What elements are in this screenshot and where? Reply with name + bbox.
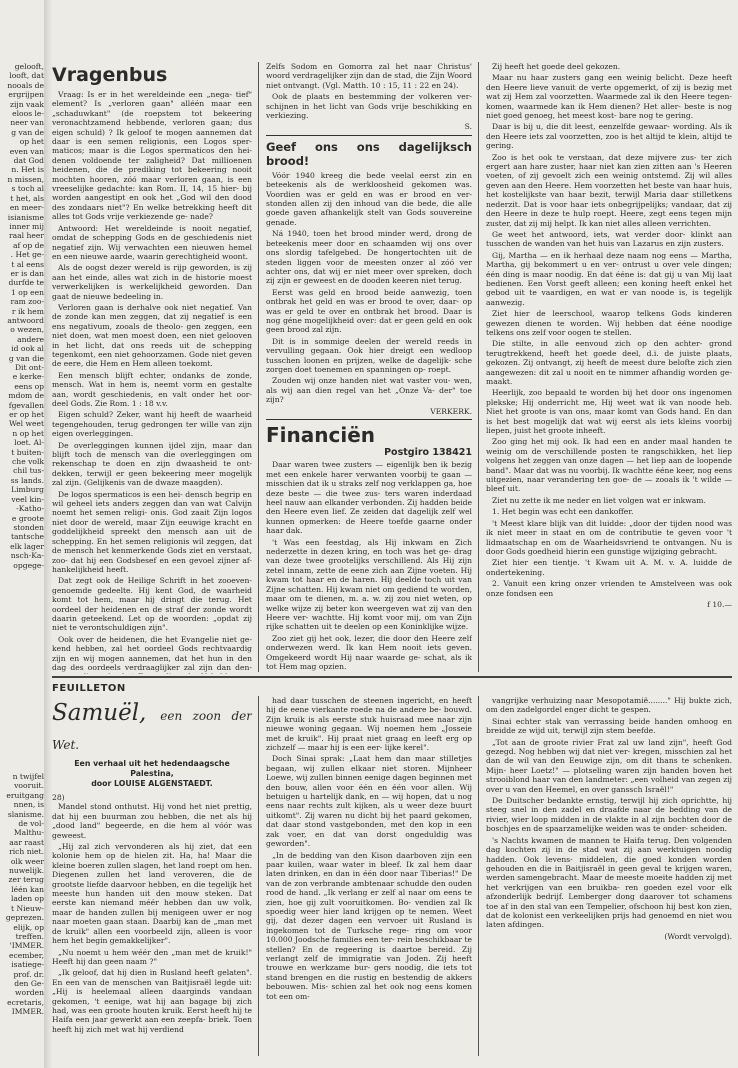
- paragraph: Zoo ging het mij ook. Ik had een en ander maal handen te weinig om de verschillende posten te rangschikken, het liep volgens het zeggen van onze dagen — het liep aan de loopende band". Maar dat was nu voorbij. Ik wachtte ééne keer, nog eens uitgezien, naar verandering ten goe- de — zooals ik 't wilde — bleef uit.: [486, 437, 732, 494]
- feuilleton-body-3: [486, 696, 732, 930]
- strip-line: id ook al: [11, 344, 44, 354]
- strip-line: IMMER.: [11, 1007, 44, 1017]
- paragraph: Die stilte, in alle eenvoud zich op den achter- grond terugtrekkend, heeft het goede deel, d.i. de juiste plaats, gekozen. Zij ontvangt, zij heeft de meest dure belofte zich zien aangewezen: dit zal u nooit en te nimmer afhandig worden ge- maakt.: [486, 339, 732, 386]
- page-fold-shadow: [44, 0, 52, 1068]
- intro-signature: S.: [464, 122, 472, 132]
- financien-title: Financiën: [266, 423, 376, 447]
- paragraph: Maar nu haar zusters gang een weinig belicht. Deze heeft den Heere lieve vanuit de verte opgemerkt, of zij is bezig met wat zij Hem zal voorzetten. Waarmede zal ik den Heere tegen- komen, waarmede kan ik Hem dienen? Het aller- beste is nog niet goed genoeg, het meest kost- bare nog te gering.: [486, 73, 732, 121]
- paragraph: Gij, Martha — en ik herhaal deze naam nog eens — Martha, Martha, gij bekommert u en ver- ontrust u over vele dingen; één ding is maar noodig. En dat ééne is: dat gij u van Mij laat bedienen. Een Vorst geeft alleen; een koning heeft enkel het gebod uit te vaardigen, en wat er van noode is, is tegelijk aanwezig.: [486, 250, 732, 307]
- feuilleton-body-1: [52, 802, 252, 1034]
- paragraph: Dat zegt ook de Heilige Schrift in het zooeven- genoemde gedeelte. Hij kent God, de waarheid komt tot hem, maar hij dringt die terug. Het oordeel der heidenen en de straf der zonde wordt daarin geteekend. Let op de woorden: „opdat zij niet te verontschuldigen zijn".: [52, 576, 252, 633]
- paragraph: Ziet hier een tientje. 't Kwam uit A. M. v. A. luidde de ondertekening.: [486, 558, 732, 577]
- column-rule-2: [478, 62, 479, 672]
- strip-line: opgege-: [13, 560, 44, 570]
- strip-line: andere: [17, 334, 44, 344]
- strip-line: g van die: [8, 353, 44, 363]
- vragenbus-body: [52, 90, 252, 674]
- strip-line: e groote: [11, 513, 44, 523]
- subtitle-line-1: Een verhaal uit het hedendaagsche Palestina,: [74, 759, 230, 778]
- left-strip-upper: [0, 62, 44, 662]
- strip-line: elk lager: [10, 541, 44, 551]
- paragraph: Daar waren twee zusters — eigenlijk ben ik bezig met een enkele harer verwanten voorbij te gaan — misschien dat ik u straks zelf nog verklappen ga, hoe deze beste — die twee zus- ters waren inderdaad heel nauw aan elkander verbonden. Zij hadden beide den Heere even lief. Ze zeiden dat dagelijk zelf wel kunnen opmerken: de Heere toefde gaarne onder haar dak.: [266, 460, 472, 536]
- strip-line: af op de: [13, 240, 44, 250]
- feuilleton-column-3: [486, 696, 732, 1060]
- strip-line: léén kan: [11, 884, 44, 894]
- paragraph: had daar tusschen de steenen ingericht, en heeft hij de eene vierkante roede na de andere be- bouwd. Zijn kruik is als eerste stuk huisraad mee naar zijn nieuwe woning gegaan. Wij noemen hem „Josseie met de kruik". Hij praat niet graag en leeft erg op zichzelf — maar hij is een eer- lijke kerel".: [266, 696, 472, 753]
- strip-line: ram zoo-: [10, 297, 44, 307]
- strip-line: che volk: [12, 457, 44, 467]
- vragenbus-title: Vragenbus: [52, 64, 168, 86]
- strip-line: geprezen.: [5, 913, 44, 923]
- strip-line: op het: [19, 137, 44, 147]
- strip-line: Limburg: [11, 485, 44, 495]
- strip-line: g van de: [11, 127, 44, 137]
- strip-line: worden: [15, 988, 44, 998]
- strip-line: treffen.: [15, 931, 44, 941]
- paragraph: Zij heeft het goede deel gekozen.: [492, 62, 621, 71]
- paragraph: Ná 1940, toen het brood minder werd, drong de beteekenis meer door en schaamden wij ons over ons slordig tafelgebed. De hongertochten uit de steden liggen voor de meesten onzer al zóó ver achter ons, dat wij er niet meer over spreken, doch zij zijn er geweest en de dooden keeren niet terug.: [266, 229, 472, 286]
- paragraph: „Hij zal zich vervonderen als hij ziet, dat een kolonie hem op de hielen zit. Ha, ha! Maar die kleine boeren zullen slagen, het land roept om hen. Diegenen zullen het land veroveren, die de grootste liefde daarvoor hebben, en die tegelijk het meeste hun handen uit den mouw steken. Dat eerste kan niemand méér hebben dan uw volk, maar de handen zullen bij menigeen uwer er nog naar moeten gaan staan. Daarbij kan de „man met de kruik" allen een voorbeeld zijn, alleen is voor hem het begin gemakkelijker".: [52, 842, 252, 946]
- strip-line: neer van: [10, 118, 44, 128]
- strip-line: raal heer: [8, 231, 44, 241]
- strip-line: mdom de: [8, 391, 44, 401]
- vragenbus-column: [52, 62, 252, 674]
- paragraph: Eigen schuld? Zeker, want hij heeft de waarheid tegengehouden, terug gedrongen ter wille van zijn eigen overleggingen.: [52, 410, 252, 439]
- strip-line: -Katho-: [16, 504, 44, 514]
- strip-line: laden op: [10, 894, 44, 904]
- divider: [266, 419, 472, 420]
- strip-line: eloos le-: [12, 109, 44, 119]
- strip-line: elijk, op: [13, 922, 44, 932]
- feuilleton-column-1: [52, 700, 252, 1060]
- paragraph: Antwoord: Het wereldeinde is nooit negatief, omdat de schepping Gods en de geschiedenis niet negatief zijn. Wij verwachten een nieuwen hemel en een nieuwe aarde, waarin gerechtigheid woont.: [52, 223, 252, 261]
- right-column: [486, 62, 732, 674]
- paragraph: Zoo ziet gij het ook, lezer, die door den Heere zelf onderwezen werd. Ik kan Hem nooit iets geven. Omgekeerd wordt Hij naar waarde ge- schat, als ik tot Hem mag opzien.: [266, 633, 472, 671]
- strip-line: den Ge-: [14, 978, 44, 988]
- story-title: [52, 700, 252, 758]
- strip-line: er op het: [9, 410, 44, 420]
- paragraph: Heerlijk, zoo bepaald te worden bij het door ons ingenomen plekske; Hij onderricht me, Hij weet wat ik van noode heb. Niet het groote is van ons, maar komt van Gods hand. En dan is het best mogelijk dat wat wij eerst als iets kleins voorbij liepen, juist het groote inheeft.: [486, 388, 732, 436]
- strip-line: n twijfel: [12, 772, 44, 781]
- strip-line: Wel weet: [8, 419, 44, 429]
- strip-line: rich niet.: [9, 847, 44, 857]
- strip-line: isianisme: [7, 212, 44, 222]
- strip-line: t het, als: [10, 193, 44, 203]
- paragraph: 2. Vanuit een kring onzer vrienden te Amstelveen was ook onze fondsen een: [486, 579, 732, 598]
- strip-line: n missen,: [7, 174, 44, 184]
- story-title-rest: een zoon der Wet.: [52, 709, 252, 752]
- paragraph: Een mensch blijft echter, ondanks de zonde, mensch. Wat in hem is, neemt vorm en gestalte aan, wordt geschiedenis, en valt onder het oor- deel Gods. Zie Rom. 1 : 18 v.v.: [52, 370, 252, 408]
- column-rule-3: [258, 696, 259, 1056]
- intro-paragraph-2: Ook de plaats en bestemming der volkeren ver- schijnen in het licht van Gods vrije beschikking en verkiezing.: [266, 92, 472, 121]
- strip-line: n op het: [12, 428, 44, 438]
- paragraph: Vóór 1940 kreeg die bede veelal eerst zin en beteekenis als de werkloosheid gekomen was. Voordien was er geld en was er brood en ver- stonden allen zij den inhoud van die bede, die alle goede gaven afhankelijk stelt van Gods souvereine genade.: [266, 170, 472, 227]
- column-rule-4: [478, 696, 479, 1056]
- paragraph: Verloren gaan is derhalve ook niet negatief. Van de zonde kan men zeggen, dat zij negatief is een ens negativum, zooals de theolo- gen zeggen, een niet doen, wat men moest doen, een niet gelooven in het licht, dat ons reeds uit de schepping tegenkomt, een niet gehoorzamen. Gode niet geven de eere, die Hem en Hem alleen toekomt.: [52, 302, 252, 369]
- strip-line: n. Het is: [11, 165, 44, 175]
- strip-line: antwoord: [7, 315, 44, 325]
- paragraph: Ge weet het antwoord, iets, wat verder door- klinkt aan tusschen de wanden van het huis van Lazarus en zijn zusters.: [486, 229, 732, 249]
- feuilleton-body-2: [266, 696, 472, 1001]
- paragraph: „Ik geloof, dat hij dien in Rusland heeft gelaten". En een van de menschen van Baitjisraël legde uit: „Hij is heelemaal alleen daarginds vandaan gekomen, 't eenige, wat hij aan bagage bij zich had, was een groote houten kruik. Eerst heeft hij te Haifa een jaar gewerkt aan een zeepfa- briek. Toen heeft hij zich met wat hij verdiend: [52, 968, 252, 1034]
- paragraph: Eerst was geld en brood beide aanwezig, toen ontbrak het geld en was er brood te over, daar- op was er geld te over en ontbrak het brood. Daar is nog géne mogelijkheid over: dat er geen geld en ook geen brood zal zijn.: [266, 287, 472, 335]
- strip-line: e kerke-: [12, 372, 44, 382]
- paragraph: Sinai echter stak van verrassing beide handen omhoog en breidde ze wijd uit, terwijl zijn stem beefde.: [486, 716, 732, 736]
- installment-number: 28): [52, 793, 65, 802]
- strip-line: tantsche: [10, 532, 44, 542]
- strip-line: Malthu-: [13, 828, 44, 838]
- paragraph: Doch Sinai sprak: „Laat hem dan maar stilletjes begaan, wij zullen elkaar niet storen. Mijnheer Loewe, wij zullen binnen eenige dagen beginnen met den bouw, allen voor één en één voor allen. Wij betuigen u hartelijk dank, en — wij hopen, dat u nog eens naar rechts zult kijken, als u weer deze buurt uitkomt". Zij waren nu dicht bij het paard gekomen, dat daar stond vastgebonden, met den kop in een zak voer, en dat van dorst ongeduldig was geworden".: [266, 754, 472, 849]
- paragraph: Zoo is het ook te verstaan, dat deze mijvere zus- ter zich ergert aan hare zuster, haar niet kan zien zitten aan 's Heeren voeten, of zij gevoelt zich een weinig ontstemd. Zij wil alles geven aan den Heere. Hem voorzetten het beste van haar huis, het kostelijkste van haar bezit, terwijl Maria daar stilletkens nederzit. Dat is voor haar iets onbegrijpelijks; vandaar, dat zij den Heere in deze te hulp roept. Heere, zegt eens tegen mijn zuster, dat zij mij helpt. Ik kan niet alles alleen verrichten.: [486, 152, 732, 228]
- strip-line: even van: [9, 146, 44, 156]
- paragraph: Dit is in sommige deelen der wereld reeds in vervulling gegaan. Ook hier dreigt een wedloop tusschen loonen en prijzen, welke de dagelijk- sche zorgen doet toenemen en spanningen op- roept.: [266, 336, 472, 374]
- left-strip-lower: [0, 772, 44, 1062]
- strip-line: nooals de: [7, 80, 44, 90]
- strip-line: gelooft,: [14, 62, 44, 71]
- strip-line: dat God: [13, 156, 44, 166]
- strip-line: r ik hem: [11, 306, 44, 316]
- strip-line: vooruit.: [14, 781, 44, 791]
- right-column-body: [486, 62, 732, 598]
- strip-line: t al eens: [11, 259, 44, 269]
- brood-body: [266, 171, 472, 405]
- paragraph: De Duitscher bedankte ernstig, terwijl hij zich oprichtte, hij steeg snel in den zadel en draafde naar de bedding van de rivier, wier loop midden in de vlakte in al zijn bochten door de boschjes en de spaarzamelijke weiden was te onder- scheiden.: [486, 796, 732, 834]
- brood-title: Geef ons ons dagelijksch brood!: [266, 139, 472, 168]
- paragraph: „Tot aan de groote rivier Frat zal uw land zijn", heeft God gezegd. Nog hebben wij dat niet ver- kregen, misschien zal het dan de wil van den Eeuwige zijn, om dit thans te schenken. Mijn- heer Loetz!" — plotseling waren zijn handen boven het strooiblond haar van den landmeter: „een volheid van zegen zij over u van den Heemel, en over ganssch Israël!": [486, 737, 732, 794]
- strip-line: 'IMMER.: [9, 941, 44, 951]
- paragraph: Als de oogst dezer wereld is rijp geworden, is zij aan het einde, alles wat zich in de historie moest verwerkelijken is werkelijkheid geworden. Dan gaat de nieuwe bedeeling in.: [52, 263, 252, 301]
- paragraph: [266, 673, 472, 674]
- column-rule-1: [258, 62, 259, 672]
- postgiro-number: Postgiro 138421: [384, 447, 472, 458]
- paragraph: Vraag: Is er in het wereldeinde een „nega- tief" element? Is „verloren gaan" alléén maar een „schaduwkant" (de roepstem tot bekeering veronachtzamend hebbende, verloren gaan; dus eigen schuld) ? Ik geloof te mogen aannemen dat daar is een semen religionis, een Logos sper- maticos; maar is die Logos spermaticos den hei- denen voldoende ter zaligheid? Dat millioenen heidenen, die de prediking tot bekeering nooit mochten hooren, zóó maar verloren gaan, is een vreeselijke gedachte: kan Rom. II, 14, 15 hier- bij worden aangestipt en ook het „God wil den dood des zondaars niet"? En welke betrekking heeft dit alles tot Gods vrije verkiezende ge- nade?: [52, 90, 252, 222]
- brood-signature: VERKERK.: [430, 406, 472, 416]
- amount: f 10.—: [707, 599, 732, 609]
- strip-line: chil tus-: [13, 466, 44, 476]
- strip-line: ergrijpen: [8, 90, 44, 100]
- strip-line: nuwelijk.: [8, 866, 44, 876]
- paragraph: „In de bedding van den Kison daarboven zijn een paar kuilen, waar water in bleef. Ik zal hem daar laten drinken, en dan in één door naar Tiberias!" De van de zon verbrande ambtenaar schudde den ouden rood de hand. „Ik verlang er zelf al naar om eens te zien, hoe gij zult vooruitkomen. Bo- vendien zal Ik spoedig weer hier land krijgen op te nemen. Weet gij, dat dezer dagen een vervoer uit Rusland is ingekomen tot de Turksche rege- ring om voor 10.000 Joodsche families een ter- rein beschikbaar te stellen? En de regeering is daartoe bereid. Zij verlangt zelf de immigratie van Joden. Zij heeft trouwe en werkzame bur- gers noodig, die iets tot stand brengen en die rustig en bestendig de akkers bebouwen. Mis- schien zal het ook nog eens komen tot een om-: [266, 850, 472, 1001]
- strip-line: durfde te: [8, 278, 44, 288]
- feuilleton-label: FEUILLETON: [52, 683, 126, 694]
- intro-paragraph: Zelfs Sodom en Gomorra zal het naar Christus' woord verdragelijker zijn dan de stad, die Zijn Woord niet ontvangt. (Vgl. Matth. 10 : 15, 11 : 22 en 24).: [266, 62, 472, 90]
- strip-line: er is dan: [10, 268, 44, 278]
- middle-column: [266, 62, 472, 674]
- strip-line: isatiege-: [11, 960, 44, 970]
- strip-line: ecretaris,: [7, 997, 44, 1007]
- strip-line: zijn vaak: [9, 99, 44, 109]
- story-subtitle: [52, 759, 252, 789]
- strip-line: zer terug: [8, 875, 44, 885]
- strip-line: prof. dr.: [13, 969, 44, 979]
- strip-line: t Nieuw-: [11, 903, 44, 913]
- to-be-continued: (Wordt vervolgd).: [664, 931, 732, 941]
- strip-line: looft, dat: [9, 71, 44, 81]
- strip-line: Dit ont-: [14, 363, 44, 372]
- paragraph: vangrijke verhuizing naar Mesopotamië........" Hij bukte zich, om den zadelgordel enger dicht te gespen.: [486, 696, 732, 715]
- feuilleton-rule: [52, 676, 732, 678]
- strip-line: eruitgang: [6, 790, 44, 800]
- strip-line: veel kin-: [11, 494, 44, 504]
- strip-line: slanisme.: [7, 809, 44, 819]
- paragraph: Ziet hier de leerschool, waarop telkens Gods kinderen gewezen dienen te worden. Wij hebben dat ééne noodige telkens ons zelf voor oogen te stellen.: [486, 309, 732, 337]
- financien-body: [266, 460, 472, 674]
- paragraph: Mandel stond onthutst. Hij vond het niet prettig, dat hij een buurman zou hebben, die net als hij „dood land" begeerde, en die hem al vóór was geweest.: [52, 802, 252, 840]
- story-title-main: Samuël,: [52, 700, 147, 726]
- strip-line: aar raast: [9, 837, 44, 847]
- strip-line: olk weer: [10, 856, 44, 866]
- paragraph: 't Meest klare blijk van dit luidde: „door der tijden nood was ik niet meer in staat en om de contributie te geven voor 't lidmaatschap en om de Waarheidsvriend te ontvangen. Nu is door Gods goedheid hierin een gunstige wijziging gebracht.: [486, 518, 732, 556]
- strip-line: de vol-: [18, 819, 44, 829]
- feuilleton-column-2: [266, 696, 472, 1060]
- strip-line: 1 op een: [11, 287, 44, 297]
- strip-line: loet. Al-: [14, 438, 44, 448]
- paragraph: De logos spermaticos is een hei- densch begrip en wil geheel iets anders zeggen dan van wat Calvijn noemt het semen religi- onis. God zaait Zijn logos niet door de wereld, maar Zijn eeuwige kracht en goddelijkheid spreekt den mensch aan uit de schepping. En het semen religionis wil zeggen, dat de mensch het kenmerkende Gods ziet en verstaat, zoo- dat hij een Godsbesef en een gevoel zijner af- hankelijkheid heeft.: [52, 489, 252, 574]
- paragraph: „Nu noemt u hem wéér den „man met de kruik!" Heeft hij dan geen naam ?": [52, 947, 252, 966]
- strip-line: en meer-: [9, 203, 44, 213]
- paragraph: 1. Het begin was echt een dankoffer.: [492, 507, 634, 517]
- strip-line: . Het ge-: [10, 250, 44, 260]
- strip-line: fgevallen: [8, 400, 44, 410]
- strip-line: ss lands.: [10, 475, 44, 485]
- paragraph: 't Was een feestdag, als Hij inkwam en Zich nederzette in dezen kring, en toch was het ge- drag van deze twee grootelijks verschillend. Als Hij zijn zetel innam, zette de eene zich aan Zijne voeten. Hij kwam tot haar en de haren. Hij deelde toch uit van Zijne schatten. Hij kwam niet om gediend te worden, maar om te dienen, m. a. w. zij zou niet weten, op welke wijze zij beter kon weergeven wat zij van den Heere ver- wachtte. Hij komt voor mij, om van Zijn rijke schatten uit te deelen op een Koninklijke wijze.: [266, 537, 472, 632]
- subtitle-line-2: door LOUISE ALGENSTAEDT.: [91, 779, 213, 788]
- strip-line: eens op: [14, 381, 44, 391]
- paragraph: De overleggingen kunnen ijdel zijn, maar dan blijft toch de mensch van die overleggingen om rekenschap te doen en zijn dwaasheid te ont- dekken, terwijl er geen bekeering meer mogelijk zal zijn. (Gelijkenis van de dwaze maagden).: [52, 440, 252, 488]
- paragraph: Ziet nu zette ik me neder en liet volgen wat er inkwam.: [492, 495, 706, 505]
- strip-line: s toch al: [11, 184, 44, 194]
- strip-line: nsch-Ka-: [10, 551, 44, 561]
- strip-line: inner mij: [9, 221, 44, 231]
- divider: [266, 135, 472, 136]
- paragraph: Zouden wij onze handen niet wat vaster vou- wen, als wij aan dien regel van het „Onze Va- der" toe zijn?: [266, 376, 472, 405]
- paragraph: 's Nachts kwamen de mannen te Haifa terug. Den volgenden dag kochten zij in de stad wat zij aan werktuigen noodig hadden. Ook levens- middelen, die goed konden worden gehouden en die in Baitjisraël in geen geval te krijgen waren, werden samengebracht. Maar de meeste moeite hadden zij met het verkrijgen van een bruikba- ren goeden ezel voor elk afzonderlijk bedrijf. Lemberger dong daarover tot schamens toe af in den stal van een Tempelier, ofschoon hij best kon zien, dat de kolonist een verkeelijken prijs had genoemd en niet wou laten afdingen.: [486, 835, 732, 930]
- strip-line: ecember,: [8, 950, 44, 960]
- strip-line: t buiten-: [11, 447, 44, 457]
- strip-line: nnen, is: [13, 800, 44, 810]
- strip-line: stonden: [13, 522, 44, 532]
- paragraph: Daar is bij u, die dit leest, eenzelfde gewaar- wording. Als ik den Heere iets zal voorzetten, zoo is het altijd te klein, altijd te gering.: [486, 122, 732, 151]
- paragraph: Ook over de heidenen, die het Evangelie niet ge- kend hebben, zal het oordeel Gods rechtvaardig zijn en wij mogen aannemen, dat het hun in den dag des oordeels verdraaglijker zal zijn dan den-: [52, 634, 252, 672]
- strip-line: o wezen,: [10, 325, 44, 335]
